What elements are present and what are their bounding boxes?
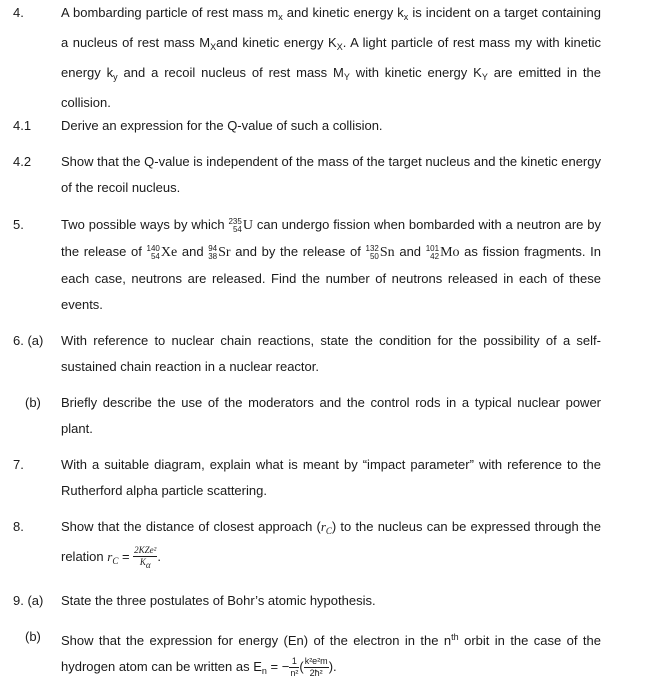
closest-approach-fraction: $\frac{\text{2KZe²}}{K\alpha}$ [134, 544, 157, 570]
question-text: Two possible ways by which 235 54 U can undergo fission when bombarded with a neutron are by the release of 140 54 Xe and 94 38 Sr and by the release of 132 50 Sn and 101 42 Mo as fission fragments. In each case, neutrons are released. Find the number of neutrons released in each of these events. [61, 212, 601, 318]
question-text: Briefly describe the use of the moderators and the control rods in a typical nuclear power plant. [61, 395, 601, 436]
question-number: 4.1 [13, 118, 32, 133]
question-text: With reference to nuclear chain reactions, state the condition for the possibility of a self-sustained chain reaction in a nuclear reactor. [61, 333, 601, 374]
question-number: (b) [25, 629, 41, 644]
question-number: 5. [13, 217, 24, 232]
question-number: 8. [13, 519, 24, 534]
nuclide-sn132: 132 50 Sn [365, 243, 395, 261]
energy-fraction-2: $\frac{\text{k²e²m}}{\text{2ħ²}}$ [304, 656, 328, 679]
energy-fraction-1: $\frac{1}{\text{n²}}$ [290, 656, 299, 679]
question-number: 4. [13, 5, 24, 20]
question-text: Show that the Q-value is independent of the mass of the target nucleus and the kinetic energy of the recoil nucleus. [61, 154, 601, 195]
question-text: State the three postulates of Bohr’s atomic hypothesis. [61, 593, 376, 608]
question-number: 4.2 [13, 154, 32, 169]
question-number: (b) [25, 395, 41, 410]
question-text: Show that the distance of closest approach $(r_C)$ to the nucleus can be expressed through the relation $r_C$ = $\frac{\text{2KZe²}}{K\alpha}$ . [61, 519, 601, 570]
nuclide-mo101: 101 42 Mo [425, 243, 460, 261]
nuclide-u235: 235 54 U [228, 216, 253, 234]
question-number: 7. [13, 457, 24, 472]
question-number: 6. (a) [13, 333, 44, 348]
question-text: Derive an expression for the Q-value of such a collision. [61, 118, 383, 133]
question-text: With a suitable diagram, explain what is meant by “impact parameter” with reference to the Rutherford alpha particle scattering. [61, 457, 601, 498]
nuclide-sr94: 94 38 Sr [208, 243, 231, 261]
question-number: 9. (a) [13, 593, 44, 608]
question-text: A bombarding particle of rest mass $m_x$ and kinetic energy $k_x$ is incident on a target containing a nucleus of rest mass $M_Xand$ kinetic energy $K_X$. A light particle of rest mass my with kinetic energy $k_y$ and a recoil nucleus of rest mass $M_Y$ with kinetic energy $K_Y$ are emitted in the collision. [61, 5, 602, 110]
question-text: Show that the expression for energy (En) of the electron in the $n^{th}$ orbit in the case of the hydrogen atom can be written as $E_n$ = − $\frac{1}{\text{n²}}$ ( $\frac{\text{k²e²m}}{\text{2ħ²}}$ ). [61, 632, 601, 679]
nuclide-xe140: 140 54 Xe [146, 243, 178, 261]
